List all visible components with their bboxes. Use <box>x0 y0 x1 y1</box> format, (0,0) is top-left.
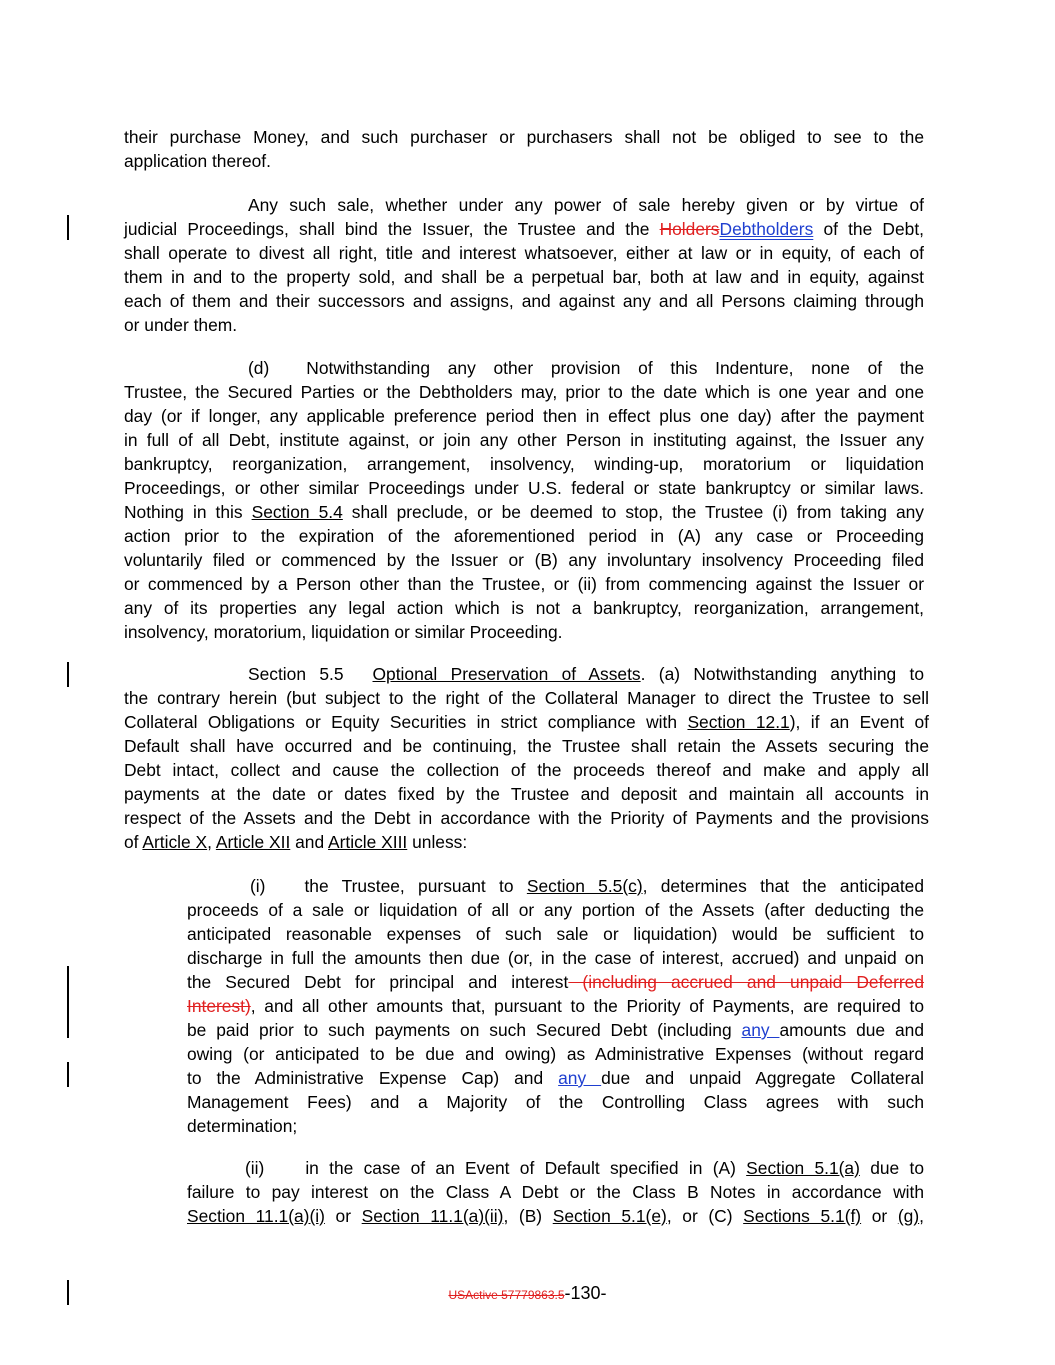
text-line: Proceedings, or other similar Proceedings under U.S. federal or state bankruptcy or similar laws. <box>124 478 924 498</box>
clause-i <box>187 874 924 1138</box>
change-bar <box>67 215 69 240</box>
section-reference: (g) <box>897 1206 920 1226</box>
change-bar <box>67 662 69 687</box>
text-line: Collateral Obligations or Equity Securities in strict compliance with Section 12.1), if an Event of <box>124 712 929 732</box>
paragraph-d <box>124 356 924 644</box>
text-line: any of its properties any legal action which is not a bankruptcy, reorganization, arrangement, <box>124 598 924 618</box>
text-line: action prior to the expiration of the aforementioned period in (A) any case or Proceeding <box>124 526 924 546</box>
text-line: each of them and their successors and assigns, and against any and all Persons claiming through <box>124 291 924 311</box>
deleted-doc-id: USActive 57779863.5 <box>448 1288 565 1302</box>
text-line: the Secured Debt for principal and interest (including accrued and unpaid Deferred <box>187 972 924 992</box>
text-line: their purchase Money, and such purchaser or purchasers shall not be obliged to see to the <box>124 127 924 147</box>
text-line: Section 5.5 Optional Preservation of Assets. (a) Notwithstanding anything to <box>248 664 924 684</box>
text-line: Nothing in this Section 5.4 shall preclude, or be deemed to stop, the Trustee (i) from taking any <box>124 502 924 522</box>
text-line: application thereof. <box>124 151 271 171</box>
text-line: to the Administrative Expense Cap) and any due and unpaid Aggregate Collateral <box>187 1068 924 1088</box>
section-reference: Section 5.4 <box>251 502 343 522</box>
text-line: determination; <box>187 1116 298 1136</box>
paragraph-purchase-money <box>124 125 924 173</box>
deleted-text: Holders <box>659 219 720 239</box>
inserted-text: Debtholders <box>719 219 814 239</box>
text-line: (d) Notwithstanding any other provision of this Indenture, none of the <box>248 358 924 378</box>
page-footer <box>0 1281 1055 1307</box>
section-number: Section 5.5 <box>248 664 344 684</box>
text-line: failure to pay interest on the Class A Debt or the Class B Notes in accordance with <box>187 1182 924 1202</box>
section-reference: Section 11.1(a)(i) <box>187 1206 325 1226</box>
text-line: Section 11.1(a)(i) or Section 11.1(a)(ii), (B) Section 5.1(e), or (C) Sections 5.1(f) or (g), <box>187 1206 924 1226</box>
text-line: Any such sale, whether under any power of sale hereby given or by virtue of <box>248 195 924 215</box>
text-line: be paid prior to such payments on such Secured Debt (including any amounts due and <box>187 1020 924 1040</box>
section-heading: Optional Preservation of Assets <box>372 664 641 684</box>
section-reference: Section 5.1(e) <box>552 1206 667 1226</box>
text-line: shall operate to divest all right, title and interest whatsoever, either at law or in equity, of each of <box>124 243 924 263</box>
clause-ii <box>187 1156 924 1228</box>
text-line: Default shall have occurred and be continuing, the Trustee shall retain the Assets securing the <box>124 736 929 756</box>
text-line: voluntarily filed or commenced by the Issuer or (B) any involuntary insolvency Proceeding filed <box>124 550 924 570</box>
article-reference: Article XII <box>215 832 291 852</box>
article-reference: Article XIII <box>328 832 408 852</box>
text-line: insolvency, moratorium, liquidation or similar Proceeding. <box>124 622 563 642</box>
text-line: discharge in full the amounts then due (or, in the case of interest, accrued) and unpaid on <box>187 948 924 968</box>
section-reference: Section 12.1 <box>687 712 790 732</box>
text-line: Debt intact, collect and cause the collection of the proceeds thereof and make and apply all <box>124 760 929 780</box>
text-line: bankruptcy, reorganization, arrangement, insolvency, winding-up, moratorium or liquidation <box>124 454 924 474</box>
page-number: -130- <box>564 1283 607 1303</box>
inserted-text: any <box>741 1020 780 1040</box>
text-line: (ii) in the case of an Event of Default specified in (A) Section 5.1(a) due to <box>245 1158 924 1178</box>
text-line: anticipated reasonable expenses of such sale or liquidation) would be sufficient to <box>187 924 924 944</box>
deleted-text: Interest) <box>187 996 251 1016</box>
text-line: of Article X, Article XII and Article XIII unless: <box>124 832 468 852</box>
text-line: respect of the Assets and the Debt in accordance with the Priority of Payments and the provisions <box>124 808 929 828</box>
inserted-text: any <box>558 1068 602 1088</box>
section-reference: Section 5.1(a) <box>746 1158 860 1178</box>
article-reference: Article X <box>142 832 208 852</box>
text-line: owing (or anticipated to be due and owing) as Administrative Expenses (without regard <box>187 1044 924 1064</box>
text-line: payments at the date or dates fixed by the Trustee and deposit and maintain all accounts in <box>124 784 929 804</box>
text-line: judicial Proceedings, shall bind the Issuer, the Trustee and the HoldersDebtholders of the Debt, <box>124 219 924 239</box>
paragraph-sale-binding <box>124 193 924 337</box>
section-reference: Sections 5.1(f) <box>743 1206 862 1226</box>
text-line: them in and to the property sold, and shall be a perpetual bar, both at law and in equity, against <box>124 267 924 287</box>
text-line: the contrary herein (but subject to the right of the Collateral Manager to direct the Trustee to sell <box>124 688 929 708</box>
text-line: in full of all Debt, institute against, or join any other Person in instituting against, the Issuer any <box>124 430 924 450</box>
text-line: Interest), and all other amounts that, pursuant to the Priority of Payments, are required to <box>187 996 924 1016</box>
text-line: proceeds of a sale or liquidation of all or any portion of the Assets (after deducting the <box>187 900 924 920</box>
change-bar <box>67 1062 69 1087</box>
section-5-5-paragraph <box>124 662 929 854</box>
text-line: (i) the Trustee, pursuant to Section 5.5(c), determines that the anticipated <box>250 876 924 896</box>
text-line: or commenced by a Person other than the Trustee, or (ii) from commencing against the Issuer or <box>124 574 924 594</box>
text-line: Trustee, the Secured Parties or the Debtholders may, prior to the date which is one year and one <box>124 382 924 402</box>
change-bar <box>67 966 69 1038</box>
text-line: or under them. <box>124 315 238 335</box>
section-reference: Section 5.5(c) <box>526 876 643 896</box>
deleted-text: (including accrued and unpaid Deferred <box>568 972 924 992</box>
text-line: day (or if longer, any applicable preference period then in effect plus one day) after the payment <box>124 406 924 426</box>
text-line: Management Fees) and a Majority of the Controlling Class agrees with such <box>187 1092 924 1112</box>
section-reference: Section 11.1(a)(ii) <box>361 1206 504 1226</box>
